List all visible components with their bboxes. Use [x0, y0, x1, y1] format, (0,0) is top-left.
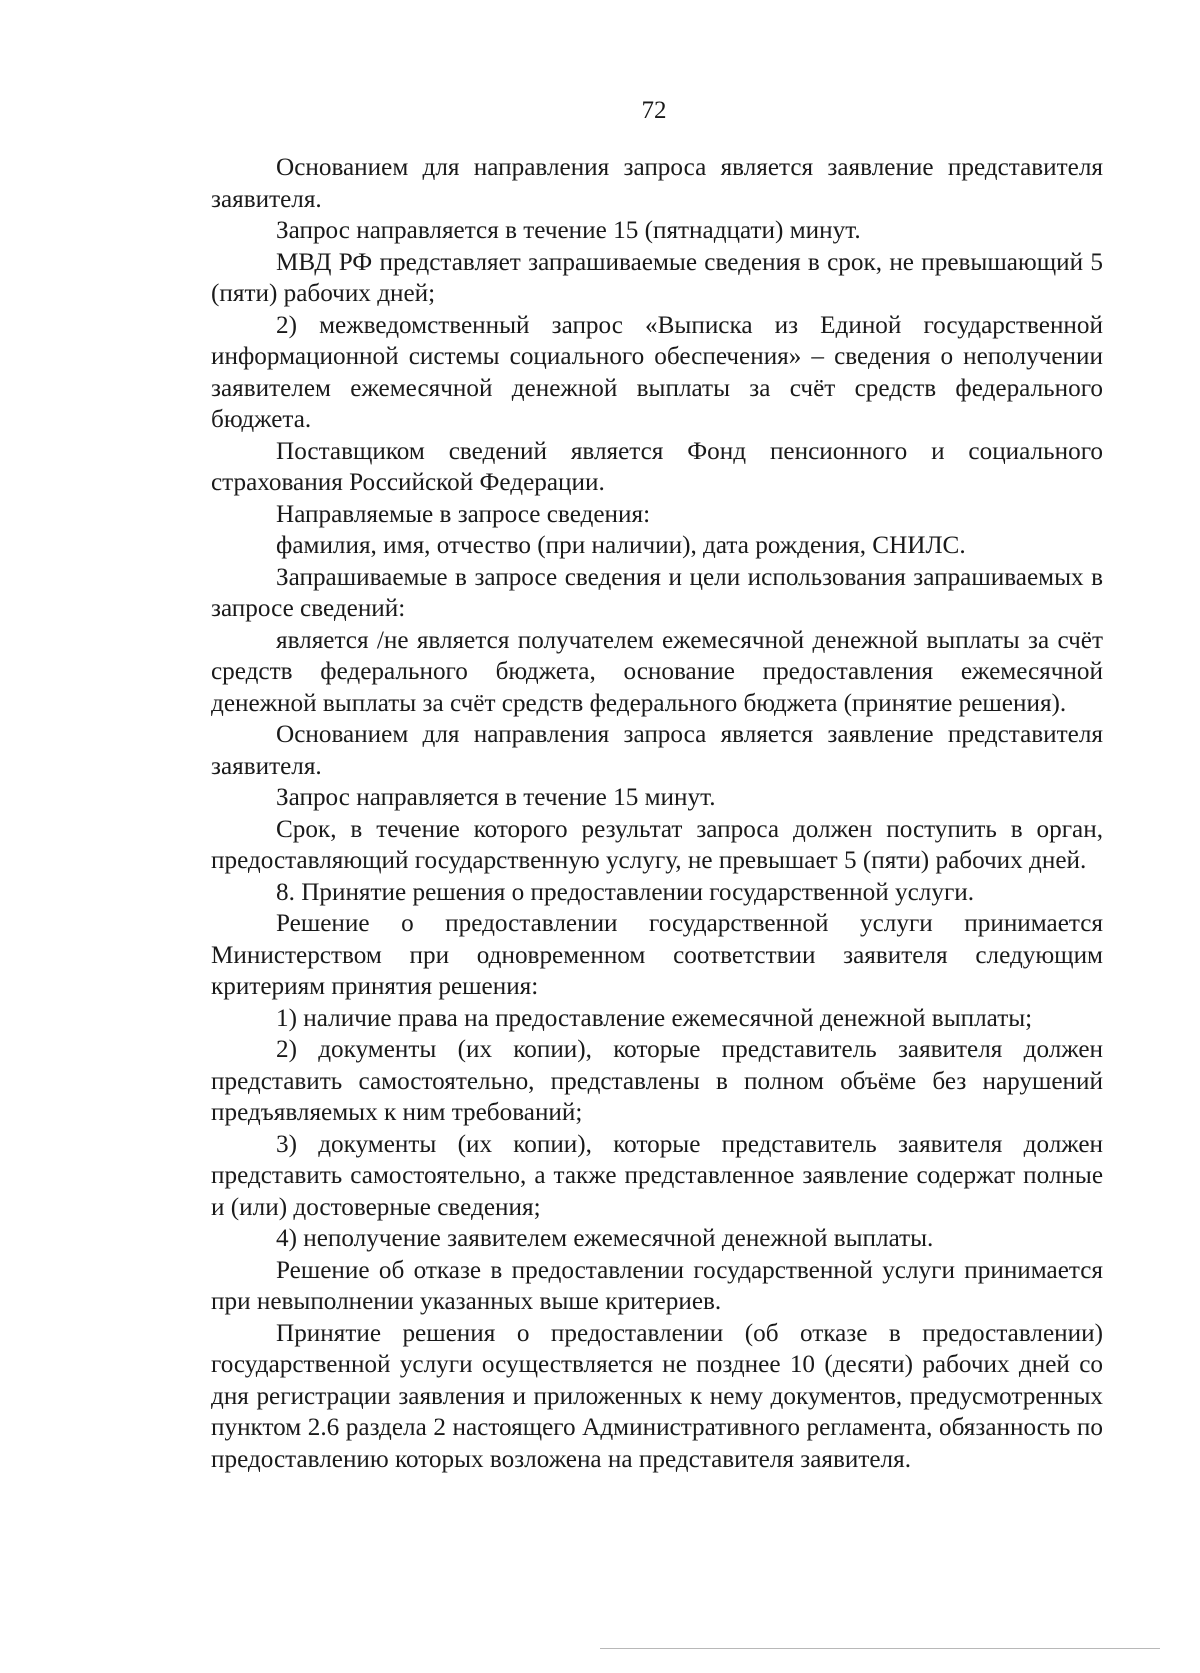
list-item: 3) документы (их копии), которые представитель заявителя должен представить самостоятельно, а также представленное заявление содержат полные и (или) достоверные сведения; [211, 1130, 1103, 1221]
bottom-divider [600, 1648, 1160, 1649]
paragraph: МВД РФ представляет запрашиваемые сведения в срок, не превышающий 5 (пяти) рабочих дней; [211, 248, 1103, 307]
list-item: 4) неполучение заявителем ежемесячной денежной выплаты. [276, 1225, 934, 1252]
paragraph: Принятие решения о предоставлении (об отказе в предоставлении) государственной услуги осуществляется не позднее 10 (десяти) рабочих дней со дня регистрации заявления и приложенных к нему документов, предусмотренных пунктом 2.6 раздела 2 настоящего Административного регламента, обязанность по предоставлению которых возложена на представителя заявителя. [211, 1319, 1103, 1473]
paragraph: Запрашиваемые в запросе сведения и цели использования запрашиваемых в запросе сведений: [211, 563, 1103, 622]
paragraph: Запрос направляется в течение 15 (пятнадцати) минут. [276, 217, 861, 244]
paragraph: Основанием для направления запроса является заявление представителя заявителя. [211, 154, 1103, 213]
section-heading: 8. Принятие решения о предоставлении государственной услуги. [276, 878, 975, 906]
paragraph: фамилия, имя, отчество (при наличии), дата рождения, СНИЛС. [276, 532, 966, 559]
paragraph: Решение о предоставлении государственной услуги принимается Министерством при одновременном соответствии заявителя следующим критериям принятия решения: [211, 910, 1103, 1000]
document-body [211, 152, 1103, 1475]
paragraph: Направляемые в запросе сведения: [276, 500, 651, 528]
list-item: 2) документы (их копии), которые представитель заявителя должен представить самостоятельно, представлены в полном объёме без нарушений предъявляемых к ним требований; [211, 1036, 1103, 1126]
page-number: 72 [641, 97, 667, 124]
paragraph: 2) межведомственный запрос «Выписка из Единой государственной информационной системы социального обеспечения» – сведения о неполучении заявителем ежемесячной денежной выплаты за счёт средств федерального бюджета. [211, 311, 1103, 433]
paragraph: Основанием для направления запроса является заявление представителя заявителя. [211, 721, 1103, 780]
list-item: 1) наличие права на предоставление ежемесячной денежной выплаты; [276, 1004, 1033, 1032]
paragraph: Поставщиком сведений является Фонд пенсионного и социального страхования Российской Федерации. [211, 437, 1103, 496]
paragraph: Срок, в течение которого результат запроса должен поступить в орган, предоставляющий государственную услугу, не превышает 5 (пяти) рабочих дней. [211, 815, 1103, 874]
paragraph: Запрос направляется в течение 15 минут. [276, 784, 716, 811]
paragraph: является /не является получателем ежемесячной денежной выплаты за счёт средств федерального бюджета, основание предоставления ежемесячной денежной выплаты за счёт средств федерального бюджета (принятие решения). [211, 626, 1103, 717]
paragraph: Решение об отказе в предоставлении государственной услуги принимается при невыполнении указанных выше критериев. [211, 1256, 1103, 1315]
